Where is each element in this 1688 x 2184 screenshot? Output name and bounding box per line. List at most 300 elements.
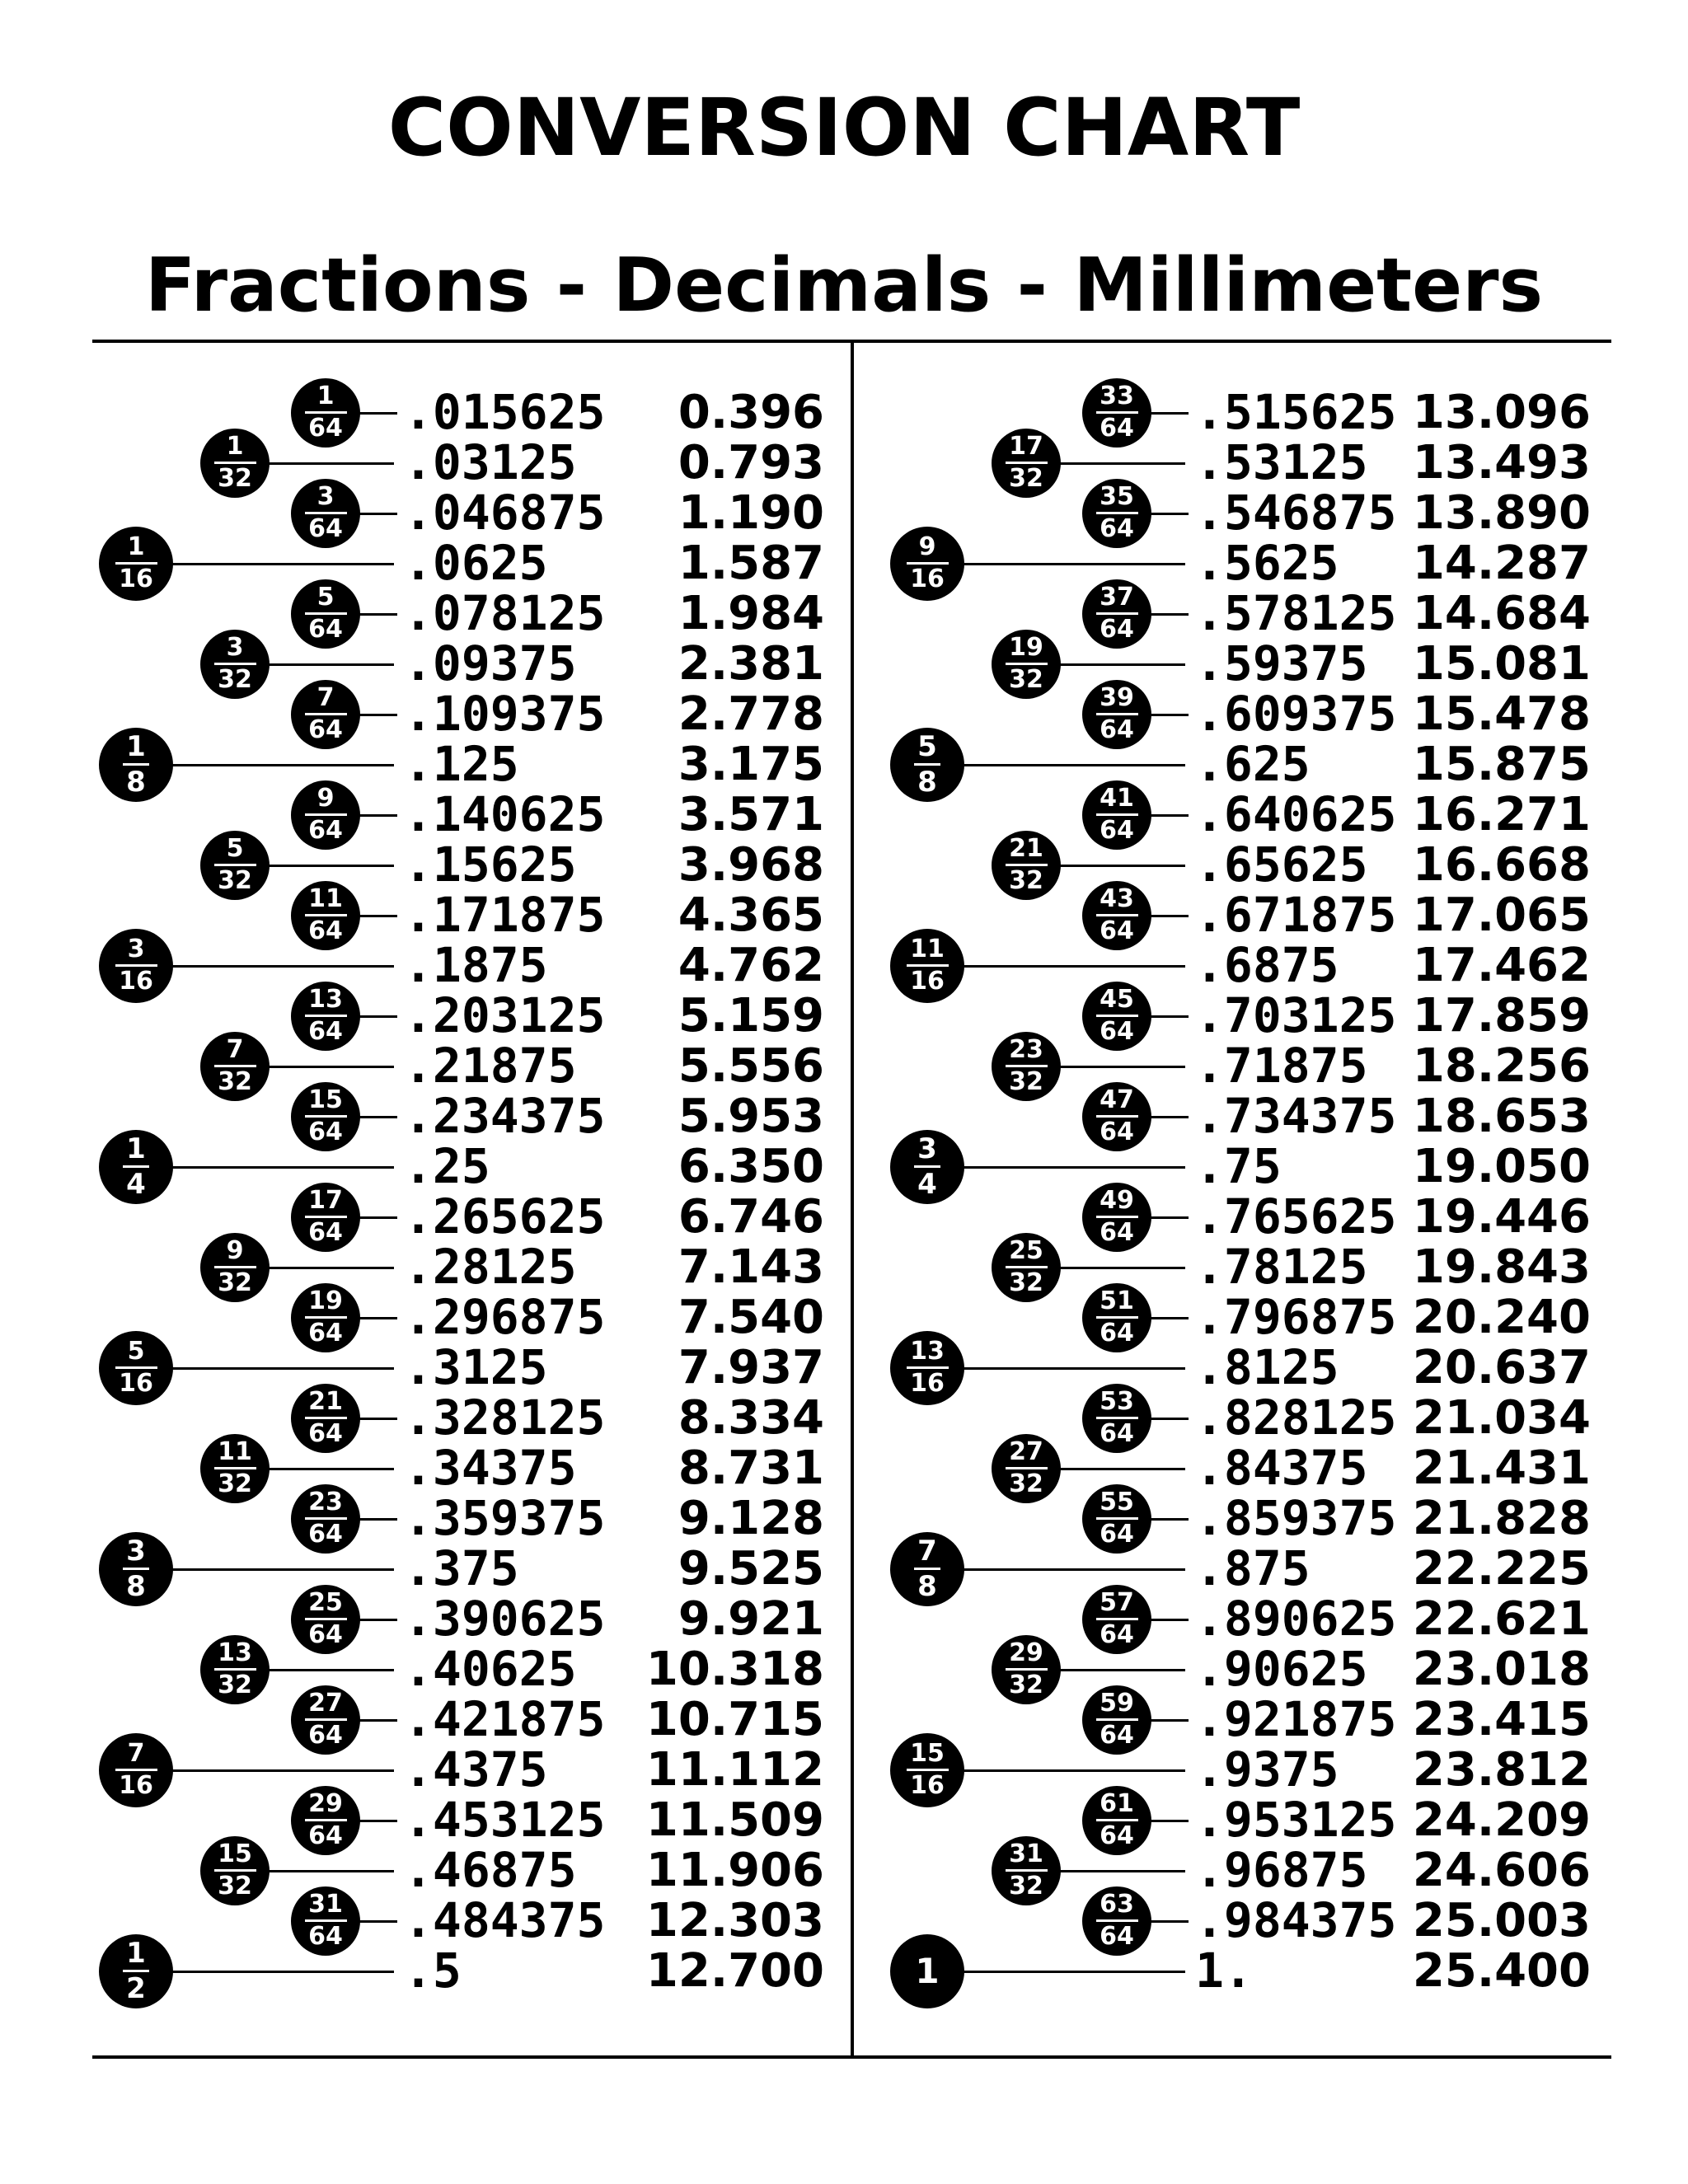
decimal-value: .625: [1195, 736, 1311, 792]
leader-line: [1148, 814, 1189, 817]
decimal-value: 1.: [1195, 1943, 1253, 1999]
millimeter-value: 19.843: [1412, 1240, 1591, 1294]
conversion-row: [91, 1789, 882, 1850]
leader-line: [961, 1769, 1185, 1772]
conversion-row: [91, 1186, 882, 1247]
fraction-denominator: 64: [308, 414, 343, 443]
millimeter-value: 3.968: [678, 838, 824, 892]
fraction-denominator: 16: [910, 967, 945, 996]
conversion-row: [882, 683, 1673, 744]
leader-line: [961, 1971, 1185, 1973]
leader-line: [1057, 663, 1185, 666]
decimal-value: .75: [1195, 1138, 1282, 1194]
leader-line: [1057, 1669, 1185, 1671]
fraction-badge: [291, 1786, 360, 1855]
decimal-value: .171875: [404, 887, 606, 943]
fraction-denominator: 32: [1009, 866, 1043, 895]
leader-line: [170, 1769, 394, 1772]
conversion-row: [882, 1186, 1673, 1247]
leader-line: [1148, 915, 1189, 917]
decimal-value: .828125: [1195, 1390, 1397, 1446]
fraction-denominator: 32: [218, 866, 252, 895]
millimeter-value: 5.556: [678, 1039, 824, 1093]
fraction-badge: [200, 1635, 270, 1704]
fraction-numerator: 13: [910, 1337, 945, 1366]
millimeter-value: 22.225: [1412, 1542, 1591, 1596]
conversion-row: [882, 432, 1673, 493]
fraction-numerator: 29: [1009, 1638, 1043, 1667]
leader-line: [170, 965, 394, 968]
fraction-denominator: 64: [1100, 816, 1134, 845]
decimal-value: .6875: [1195, 937, 1339, 993]
conversion-row: [882, 1739, 1673, 1800]
conversion-row: [882, 1387, 1673, 1448]
fraction-badge: [1082, 680, 1151, 749]
leader-line: [266, 1870, 394, 1872]
millimeter-value: 21.034: [1412, 1391, 1591, 1445]
conversion-row: [882, 1035, 1673, 1096]
fraction-badge: [200, 1233, 270, 1302]
decimal-value: .359375: [404, 1490, 606, 1546]
decimal-value: .109375: [404, 686, 606, 742]
fraction-numerator: 5: [127, 1337, 145, 1366]
fraction-denominator: 16: [910, 1771, 945, 1800]
conversion-row: [91, 1535, 882, 1603]
fraction-denominator: 64: [1100, 1419, 1134, 1448]
decimal-value: .46875: [404, 1842, 577, 1898]
leader-line: [170, 764, 394, 766]
millimeter-value: 7.143: [678, 1240, 824, 1294]
leader-line: [357, 1015, 397, 1018]
millimeter-value: 13.096: [1412, 386, 1591, 439]
fraction-badge: [200, 1434, 270, 1503]
conversion-row: [882, 1588, 1673, 1649]
fraction-badge: [200, 630, 270, 699]
fraction-badge: [291, 479, 360, 548]
decimal-value: .265625: [404, 1188, 606, 1244]
leader-line: [1057, 1267, 1185, 1269]
fraction-denominator: 32: [218, 1067, 252, 1096]
fraction-badge: [291, 1685, 360, 1755]
decimal-value: .015625: [404, 384, 606, 440]
millimeter-value: 19.446: [1412, 1190, 1591, 1244]
fraction-numerator: 45: [1100, 985, 1134, 1014]
millimeter-value: 24.606: [1412, 1844, 1591, 1897]
leader-line: [357, 814, 397, 817]
fraction-denominator: 8: [917, 766, 937, 799]
leader-line: [357, 1518, 397, 1521]
fraction-denominator: 64: [308, 1118, 343, 1146]
millimeter-value: 7.540: [678, 1291, 824, 1344]
millimeter-value: 4.762: [678, 939, 824, 992]
conversion-row: [882, 1236, 1673, 1297]
fraction-denominator: 16: [119, 1369, 153, 1398]
millimeter-value: 17.462: [1412, 939, 1591, 992]
fraction-denominator: 64: [1100, 1319, 1134, 1347]
fraction-denominator: 32: [1009, 464, 1043, 493]
fraction-numerator: 19: [308, 1286, 343, 1315]
decimal-value: .609375: [1195, 686, 1397, 742]
fraction-numerator: 3: [126, 1535, 146, 1568]
fraction-badge: [1082, 1283, 1151, 1352]
millimeter-value: 9.921: [678, 1592, 824, 1646]
fraction-denominator: 16: [119, 565, 153, 593]
millimeter-value: 16.271: [1412, 788, 1591, 841]
leader-line: [170, 1166, 394, 1169]
conversion-row: [91, 683, 882, 744]
leader-line: [1148, 1719, 1189, 1722]
fraction-badge: [992, 1032, 1061, 1101]
fraction-denominator: 64: [308, 1419, 343, 1448]
fraction-numerator: 63: [1100, 1890, 1134, 1919]
decimal-value: .4375: [404, 1741, 548, 1797]
fraction-numerator: 7: [127, 1739, 145, 1768]
leader-line: [357, 1619, 397, 1621]
decimal-value: .90625: [1195, 1641, 1368, 1697]
millimeter-value: 10.715: [645, 1693, 824, 1746]
fraction-denominator: 32: [1009, 665, 1043, 694]
fraction-numerator: 15: [218, 1840, 252, 1868]
fraction-numerator: 15: [308, 1085, 343, 1114]
fraction-numerator: 5: [316, 583, 335, 612]
fraction-badge: [992, 1233, 1061, 1302]
leader-line: [357, 1418, 397, 1420]
fraction-denominator: 64: [1100, 1821, 1134, 1850]
leader-line: [266, 1468, 394, 1470]
decimal-value: .296875: [404, 1289, 606, 1345]
millimeter-value: 22.621: [1412, 1592, 1591, 1646]
conversion-row: [91, 1890, 882, 1951]
fraction-badge: [992, 1635, 1061, 1704]
fraction-denominator: 64: [308, 1620, 343, 1649]
decimal-value: .28125: [404, 1239, 577, 1295]
millimeter-value: 16.668: [1412, 838, 1591, 892]
fraction-denominator: 64: [308, 1218, 343, 1247]
fraction-denominator: 32: [218, 1469, 252, 1498]
decimal-value: .5625: [1195, 535, 1339, 591]
fraction-denominator: 64: [308, 1017, 343, 1046]
conversion-row: [882, 935, 1673, 996]
conversion-row: [91, 432, 882, 493]
fraction-numerator: 61: [1100, 1789, 1134, 1818]
millimeter-value: 11.112: [645, 1743, 824, 1797]
fraction-denominator: 64: [1100, 514, 1134, 543]
decimal-value: .59375: [1195, 635, 1368, 691]
millimeter-value: 0.793: [678, 436, 824, 490]
fraction-denominator: 32: [218, 1268, 252, 1297]
fraction-badge: [291, 780, 360, 850]
conversion-row: [882, 583, 1673, 644]
fraction-badge: [291, 982, 360, 1051]
decimal-value: .25: [404, 1138, 490, 1194]
decimal-value: .890625: [1195, 1591, 1397, 1647]
fraction-denominator: 64: [308, 816, 343, 845]
fraction-denominator: 32: [1009, 1671, 1043, 1699]
fraction-badge: [291, 1886, 360, 1956]
conversion-row: [882, 834, 1673, 895]
fraction-badge: [291, 1484, 360, 1554]
fraction-numerator: 9: [918, 532, 936, 561]
fraction-numerator: 19: [1009, 633, 1043, 662]
millimeter-value: 15.478: [1412, 687, 1591, 741]
millimeter-value: 2.381: [678, 637, 824, 691]
decimal-value: .046875: [404, 485, 606, 541]
fraction-badge: [1082, 479, 1151, 548]
decimal-value: .515625: [1195, 384, 1397, 440]
fraction-numerator: 33: [1100, 382, 1134, 410]
millimeter-value: 12.700: [645, 1944, 824, 1998]
fraction-denominator: 64: [1100, 1520, 1134, 1549]
leader-line: [357, 1317, 397, 1319]
fraction-denominator: 16: [119, 967, 153, 996]
fraction-denominator: 32: [1009, 1872, 1043, 1900]
conversion-row: [91, 1840, 882, 1900]
leader-line: [357, 1920, 397, 1923]
decimal-value: .328125: [404, 1390, 606, 1446]
decimal-value: .71875: [1195, 1038, 1368, 1094]
decimal-value: .375: [404, 1540, 519, 1596]
leader-line: [357, 613, 397, 616]
fraction-badge: [291, 378, 360, 448]
fraction-numerator: 27: [1009, 1437, 1043, 1466]
fraction-numerator: 51: [1100, 1286, 1134, 1315]
conversion-row: [91, 985, 882, 1046]
fraction-denominator: 64: [308, 1520, 343, 1549]
fraction-denominator: 64: [308, 1319, 343, 1347]
millimeter-value: 3.175: [678, 738, 824, 791]
fraction-badge: [1082, 982, 1151, 1051]
conversion-row: [91, 1286, 882, 1347]
millimeter-value: 15.875: [1412, 738, 1591, 791]
fraction-denominator: 4: [126, 1168, 146, 1201]
fraction-denominator: 64: [308, 1721, 343, 1750]
decimal-value: .859375: [1195, 1490, 1397, 1546]
conversion-row: [882, 884, 1673, 945]
conversion-row: [882, 1638, 1673, 1699]
fraction-numerator: 1: [316, 382, 335, 410]
fraction-denominator: 32: [1009, 1067, 1043, 1096]
fraction-denominator: 64: [1100, 1721, 1134, 1750]
fraction-badge: [291, 680, 360, 749]
leader-line: [170, 563, 394, 565]
millimeter-value: 11.906: [645, 1844, 824, 1897]
millimeter-value: 23.018: [1412, 1643, 1591, 1696]
fraction-denominator: 64: [308, 514, 343, 543]
fraction-badge: [992, 831, 1061, 900]
fraction-numerator: 21: [308, 1387, 343, 1416]
fraction-numerator: 49: [1100, 1186, 1134, 1215]
fraction-denominator: 8: [917, 1570, 937, 1603]
fraction-badge: [1082, 1585, 1151, 1654]
fraction-numerator: 25: [308, 1588, 343, 1617]
conversion-row: [882, 1437, 1673, 1498]
leader-line: [266, 1669, 394, 1671]
fraction-numerator: 27: [308, 1689, 343, 1718]
decimal-value: .09375: [404, 635, 577, 691]
decimal-value: .8125: [1195, 1339, 1339, 1395]
millimeter-value: 20.637: [1412, 1341, 1591, 1394]
leader-line: [357, 412, 397, 415]
fraction-badge: [890, 1934, 964, 2008]
millimeter-value: 1.587: [678, 537, 824, 590]
leader-line: [961, 1568, 1185, 1571]
millimeter-value: 13.890: [1412, 486, 1591, 540]
leader-line: [961, 1367, 1185, 1370]
fraction-numerator: 53: [1100, 1387, 1134, 1416]
fraction-numerator: 31: [1009, 1840, 1043, 1868]
fraction-badge: [99, 1934, 173, 2008]
conversion-row: [91, 532, 882, 593]
fraction-badge: [1082, 1786, 1151, 1855]
fraction-numerator: 37: [1100, 583, 1134, 612]
millimeter-value: 6.746: [678, 1190, 824, 1244]
leader-line: [1148, 513, 1189, 515]
millimeter-value: 15.081: [1412, 637, 1591, 691]
fraction-numerator: 47: [1100, 1085, 1134, 1114]
fraction-badge: [1082, 1484, 1151, 1554]
fraction-numerator: 25: [1009, 1236, 1043, 1265]
page-title: CONVERSION CHART: [387, 82, 1301, 174]
millimeter-value: 24.209: [1412, 1793, 1591, 1847]
leader-line: [1057, 462, 1185, 465]
decimal-value: .484375: [404, 1892, 606, 1948]
leader-line: [357, 915, 397, 917]
fraction-numerator: 11: [910, 935, 945, 963]
millimeter-value: 9.128: [678, 1492, 824, 1545]
leader-line: [357, 1216, 397, 1219]
fraction-numerator: 9: [316, 784, 335, 813]
conversion-row: [91, 1638, 882, 1699]
leader-line: [1148, 1920, 1189, 1923]
millimeter-value: 19.050: [1412, 1140, 1591, 1193]
fraction-numerator: 17: [1009, 432, 1043, 461]
conversion-row: [882, 985, 1673, 1046]
decimal-value: .96875: [1195, 1842, 1368, 1898]
conversion-row: [882, 1085, 1673, 1146]
conversion-row: [882, 1689, 1673, 1750]
fraction-numerator: 3: [316, 482, 335, 511]
left-column: [91, 382, 882, 2077]
fraction-numerator: 41: [1100, 784, 1134, 813]
leader-line: [266, 663, 394, 666]
fraction-badge: [1082, 1685, 1151, 1755]
conversion-row: [91, 730, 882, 799]
leader-line: [1148, 1015, 1189, 1018]
decimal-value: .796875: [1195, 1289, 1397, 1345]
millimeter-value: 1.190: [678, 486, 824, 540]
leader-line: [357, 714, 397, 716]
leader-line: [1148, 1317, 1189, 1319]
decimal-value: .453125: [404, 1792, 606, 1848]
fraction-badge: [992, 1434, 1061, 1503]
fraction-denominator: 64: [308, 1922, 343, 1951]
conversion-row: [91, 784, 882, 845]
conversion-row: [91, 1437, 882, 1498]
decimal-value: .546875: [1195, 485, 1397, 541]
fraction-denominator: 64: [1100, 1922, 1134, 1951]
leader-line: [170, 1971, 394, 1973]
fraction-numerator: 3: [127, 935, 145, 963]
conversion-row: [91, 1085, 882, 1146]
fraction-badge: [1082, 378, 1151, 448]
millimeter-value: 25.003: [1412, 1894, 1591, 1947]
fraction-denominator: 2: [126, 1972, 146, 2005]
decimal-value: .703125: [1195, 987, 1397, 1043]
fraction-badge: [992, 1836, 1061, 1905]
leader-line: [1057, 865, 1185, 867]
fraction-numerator: 39: [1100, 683, 1134, 712]
conversion-row: [882, 1337, 1673, 1398]
leader-line: [1148, 1619, 1189, 1621]
fraction-denominator: 32: [218, 464, 252, 493]
decimal-value: .671875: [1195, 887, 1397, 943]
millimeter-value: 1.984: [678, 587, 824, 640]
fraction-denominator: 64: [308, 615, 343, 644]
decimal-value: .21875: [404, 1038, 577, 1094]
fraction-badge: [291, 579, 360, 649]
fraction-numerator: 55: [1100, 1488, 1134, 1516]
fraction-denominator: 64: [1100, 715, 1134, 744]
leader-line: [357, 1820, 397, 1822]
millimeter-value: 5.159: [678, 989, 824, 1043]
decimal-value: .984375: [1195, 1892, 1397, 1948]
conversion-row: [882, 1840, 1673, 1900]
millimeter-value: 18.653: [1412, 1090, 1591, 1143]
right-column: [882, 382, 1673, 2077]
leader-line: [1148, 1418, 1189, 1420]
fraction-numerator: 59: [1100, 1689, 1134, 1718]
millimeter-value: 17.859: [1412, 989, 1591, 1043]
leader-line: [1057, 1468, 1185, 1470]
conversion-row: [91, 633, 882, 694]
decimal-value: .578125: [1195, 585, 1397, 641]
conversion-row: [91, 1588, 882, 1649]
millimeter-value: 13.493: [1412, 436, 1591, 490]
conversion-row: [882, 1943, 1673, 1999]
fraction-denominator: 64: [308, 715, 343, 744]
fraction-numerator: 17: [308, 1186, 343, 1215]
millimeter-value: 17.065: [1412, 888, 1591, 942]
fraction-numerator: 11: [218, 1437, 252, 1466]
millimeter-value: 18.256: [1412, 1039, 1591, 1093]
leader-line: [1057, 1870, 1185, 1872]
fraction-numerator: 5: [917, 730, 937, 763]
millimeter-value: 0.396: [678, 386, 824, 439]
fraction-denominator: 64: [308, 1821, 343, 1850]
leader-line: [357, 513, 397, 515]
fraction-numerator: 13: [218, 1638, 252, 1667]
millimeter-value: 5.953: [678, 1090, 824, 1143]
fraction-numerator: 31: [308, 1890, 343, 1919]
decimal-value: .03125: [404, 434, 577, 490]
conversion-row: [882, 1286, 1673, 1347]
conversion-row: [91, 884, 882, 945]
decimal-value: .765625: [1195, 1188, 1397, 1244]
fraction-denominator: 64: [1100, 1017, 1134, 1046]
fraction-denominator: 64: [1100, 1620, 1134, 1649]
fraction-badge: [291, 1283, 360, 1352]
millimeter-value: 11.509: [645, 1793, 824, 1847]
fraction-numerator: 21: [1009, 834, 1043, 863]
leader-line: [170, 1568, 394, 1571]
millimeter-value: 23.812: [1412, 1743, 1591, 1797]
fraction-badge: [200, 1032, 270, 1101]
fraction-badge: [291, 1082, 360, 1151]
decimal-value: .125: [404, 736, 519, 792]
fraction-denominator: 64: [308, 916, 343, 945]
leader-line: [1057, 1066, 1185, 1068]
fraction-numerator: 1: [126, 1937, 146, 1970]
